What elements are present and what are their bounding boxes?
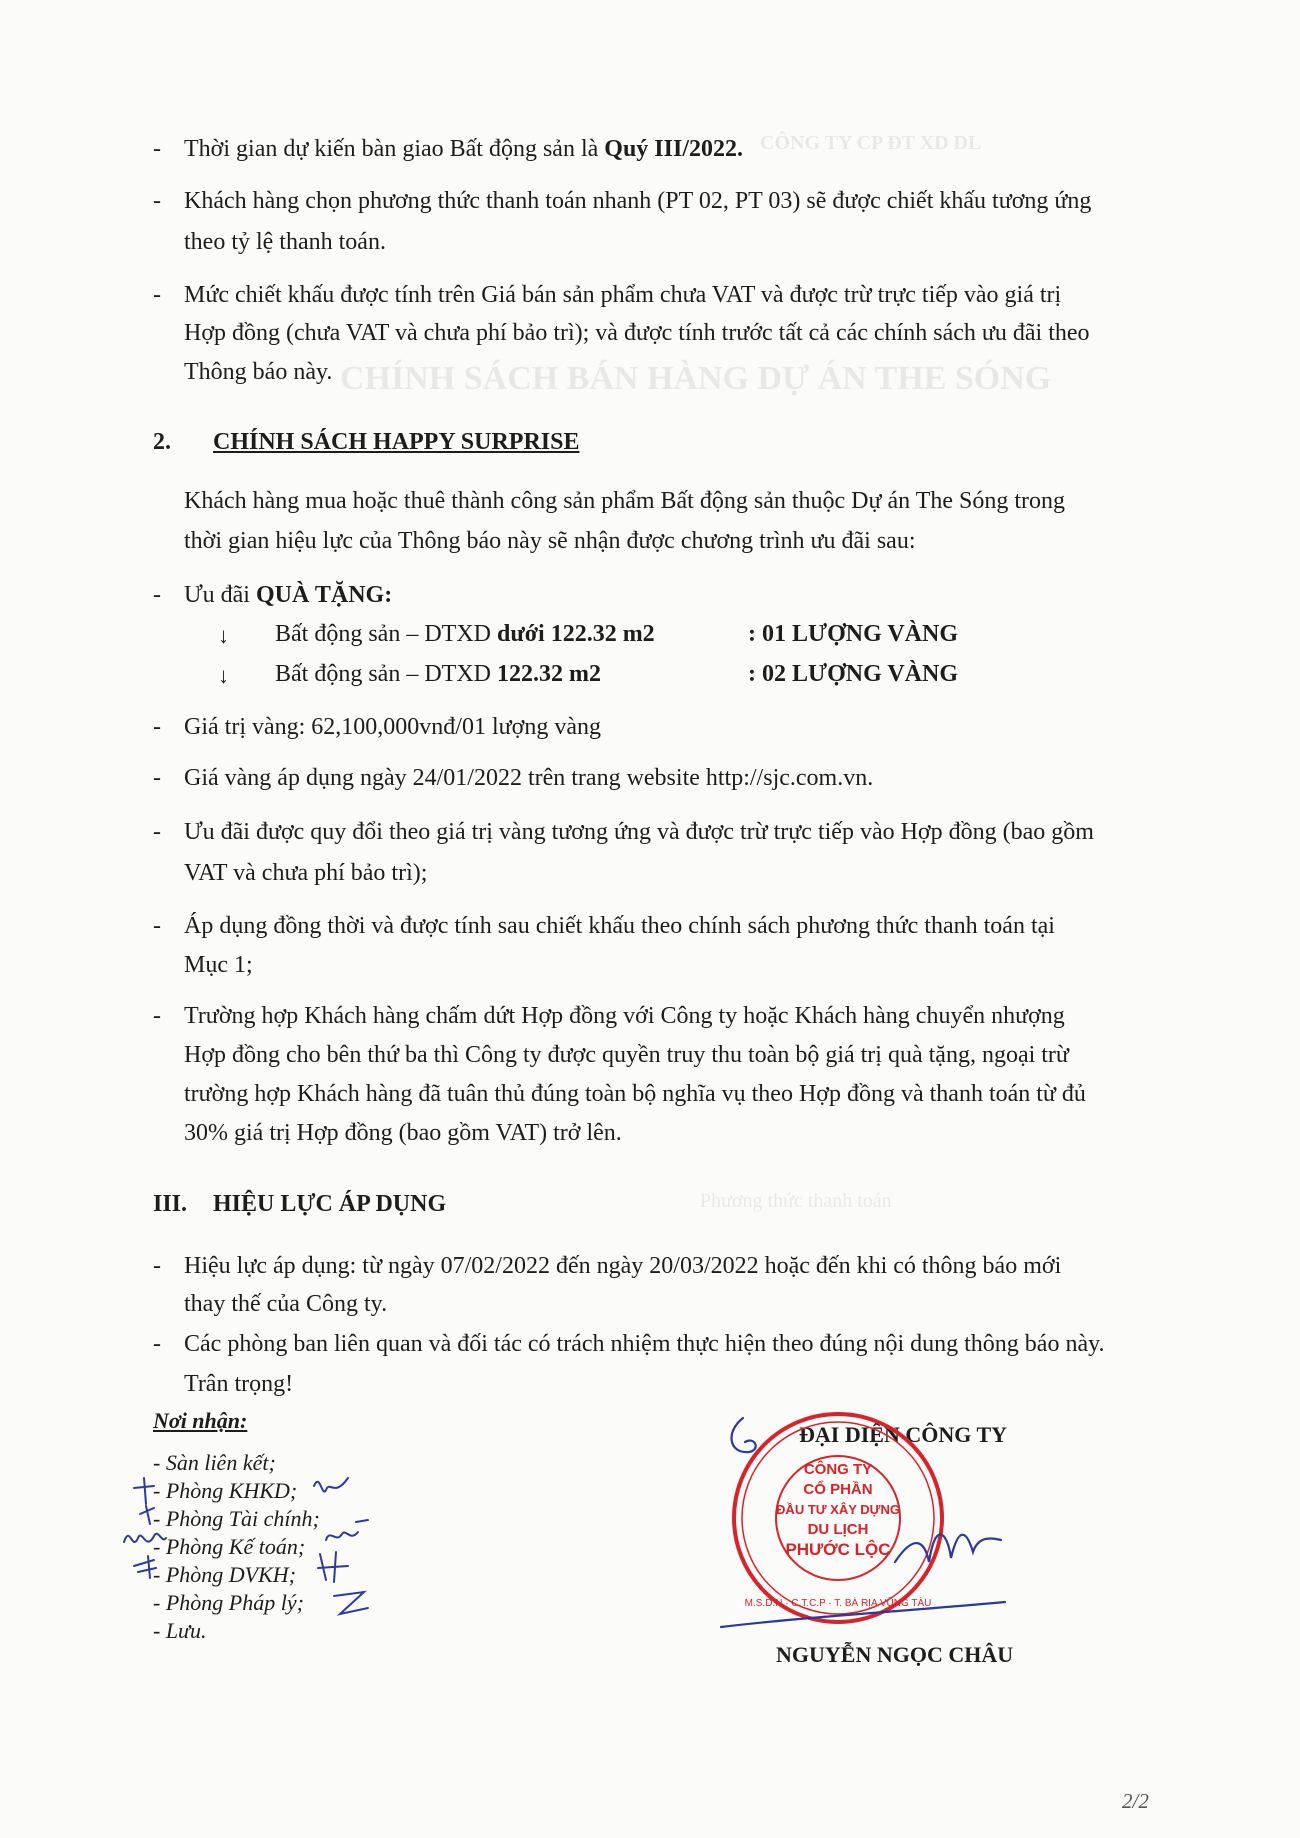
gift-heading: [184, 580, 392, 610]
section-3-title: HIỆU LỰC ÁP DỤNG: [213, 1191, 447, 1217]
bleed-through-text: Phương thức thanh toán: [700, 1190, 892, 1212]
gift-item-1: [275, 619, 655, 649]
recipient-item: - Phòng Tài chính;: [153, 1506, 320, 1531]
terminate-line-4: 30% giá trị Hợp đồng (bao gồm VAT) trở lên.: [184, 1120, 622, 1146]
convert-line-1: Ưu đãi được quy đổi theo giá trị vàng tương ứng và được trừ trực tiếp vào Hợp đồng (bao gồm: [184, 819, 1094, 845]
gift-item-2-value: : 02 LƯỢNG VÀNG: [748, 661, 958, 687]
seal-ring-text: M.S.D.N · C.T.C.P · T. BÀ RỊA VŨNG TÀU: [744, 1598, 932, 1609]
page-number: 2/2: [1122, 1789, 1149, 1813]
seal-line: DU LỊCH: [807, 1521, 869, 1538]
section-3-number: III.: [153, 1191, 188, 1217]
gift-label: QUÀ TẶNG:: [255, 582, 393, 608]
seal-line: ĐẦU TƯ XÂY DỰNG: [776, 1502, 900, 1517]
section-2-title: CHÍNH SÁCH HAPPY SURPRISE: [213, 429, 580, 455]
representative-name: NGUYỄN NGỌC CHÂU: [776, 1642, 1014, 1667]
bullet-dash: -: [153, 714, 161, 740]
effect-line-1: Hiệu lực áp dụng: từ ngày 07/02/2022 đến ngày 20/03/2022 hoặc đến khi có thông báo mới: [184, 1253, 1062, 1279]
discount-line-2: theo tỷ lệ thanh toán.: [184, 229, 386, 255]
seal-line: CÔNG TY: [803, 1461, 873, 1478]
discount-calc-line-3: Thông báo này.: [184, 359, 333, 385]
convert-line-2: VAT và chưa phí bảo trì);: [184, 860, 428, 886]
recipient-item: - Phòng KHKD;: [153, 1478, 298, 1503]
representative-title: ĐẠI DIỆN CÔNG TY: [799, 1422, 1008, 1447]
seal-line: PHƯỚC LỘC: [785, 1540, 891, 1559]
bullet-dash: -: [153, 582, 161, 608]
gold-date: Giá vàng áp dụng ngày 24/01/2022 trên trang website http://sjc.com.vn.: [184, 765, 874, 791]
apply-line-2: Mục 1;: [184, 952, 253, 978]
recipient-item: - Phòng Pháp lý;: [153, 1590, 304, 1615]
discount-line-1: Khách hàng chọn phương thức thanh toán nhanh (PT 02, PT 03) sẽ được chiết khấu tương ứng: [184, 188, 1092, 214]
dept-line: Các phòng ban liên quan và đối tác có trách nhiệm thực hiện theo đúng nội dung thông báo này.: [184, 1331, 1105, 1357]
bullet-dash: -: [153, 913, 161, 939]
terminate-line-1: Trường hợp Khách hàng chấm dứt Hợp đồng với Công ty hoặc Khách hàng chuyển nhượng: [184, 1003, 1065, 1029]
bleed-through-text: CÔNG TY CP ĐT XD DL: [760, 132, 982, 154]
bullet-dash: -: [153, 765, 161, 791]
bullet-dash: -: [153, 1331, 161, 1357]
gift-item-2-area: 122.32 m2: [496, 661, 601, 687]
recipient-item: - Sàn liên kết;: [153, 1450, 276, 1475]
discount-calc-line-2: Hợp đồng (chưa VAT và chưa phí bảo trì); và được tính trước tất cả các chính sách ưu đãi theo: [184, 320, 1090, 346]
gift-item-1-area: dưới 122.32 m2: [496, 621, 655, 647]
section-2-number: 2.: [153, 429, 171, 455]
terminate-line-2: Hợp đồng cho bên thứ ba thì Công ty được quyền truy thu toàn bộ giá trị quà tặng, ngoại trừ: [184, 1042, 1069, 1068]
bullet-dash: -: [153, 1003, 161, 1029]
bullet-dash: -: [153, 819, 161, 845]
effect-line-2: thay thế của Công ty.: [184, 1291, 388, 1317]
gift-item-2: [275, 659, 601, 689]
gold-value: Giá trị vàng: 62,100,000vnđ/01 lượng vàng: [184, 714, 601, 740]
gift-prefix: Ưu đãi: [184, 582, 250, 608]
recipient-item: - Phòng DVKH;: [153, 1562, 296, 1587]
bullet-dash: -: [153, 188, 161, 214]
handover-line: [184, 134, 743, 164]
regards: Trân trọng!: [184, 1371, 294, 1397]
bullet-dash: -: [153, 136, 161, 162]
bullet-dash: -: [153, 1253, 161, 1279]
gift-item-1-value: : 01 LƯỢNG VÀNG: [748, 621, 958, 647]
recipient-item: - Phòng Kế toán;: [153, 1534, 306, 1559]
arrow-bullet-icon: ↓: [218, 623, 229, 648]
recipients-heading: Nơi nhận:: [153, 1408, 248, 1433]
terminate-line-3: trường hợp Khách hàng đã tuân thủ đúng toàn bộ nghĩa vụ theo Hợp đồng và thanh toán từ đủ: [184, 1081, 1086, 1107]
bleed-through-text: CHÍNH SÁCH BÁN HÀNG DỰ ÁN THE SÓNG: [340, 360, 1052, 397]
gift-item-1-label: Bất động sản – DTXD: [275, 621, 491, 647]
arrow-bullet-icon: ↓: [218, 663, 229, 688]
gift-item-2-label: Bất động sản – DTXD: [275, 661, 491, 687]
section-2-intro-2: thời gian hiệu lực của Thông báo này sẽ nhận được chương trình ưu đãi sau:: [184, 528, 916, 554]
handover-text: Thời gian dự kiến bàn giao Bất động sản là: [184, 136, 599, 162]
discount-calc-line-1: Mức chiết khấu được tính trên Giá bán sản phẩm chưa VAT và được trừ trực tiếp vào giá trị: [184, 282, 1062, 308]
seal-line: CỔ PHẦN: [803, 1481, 873, 1498]
recipient-item: - Lưu.: [153, 1618, 207, 1643]
apply-line-1: Áp dụng đồng thời và được tính sau chiết khấu theo chính sách phương thức thanh toán tại: [184, 913, 1055, 939]
section-2-intro-1: Khách hàng mua hoặc thuê thành công sản phẩm Bất động sản thuộc Dự án The Sóng trong: [184, 488, 1066, 514]
bullet-dash: -: [153, 282, 161, 308]
handover-quarter: Quý III/2022.: [604, 136, 743, 162]
